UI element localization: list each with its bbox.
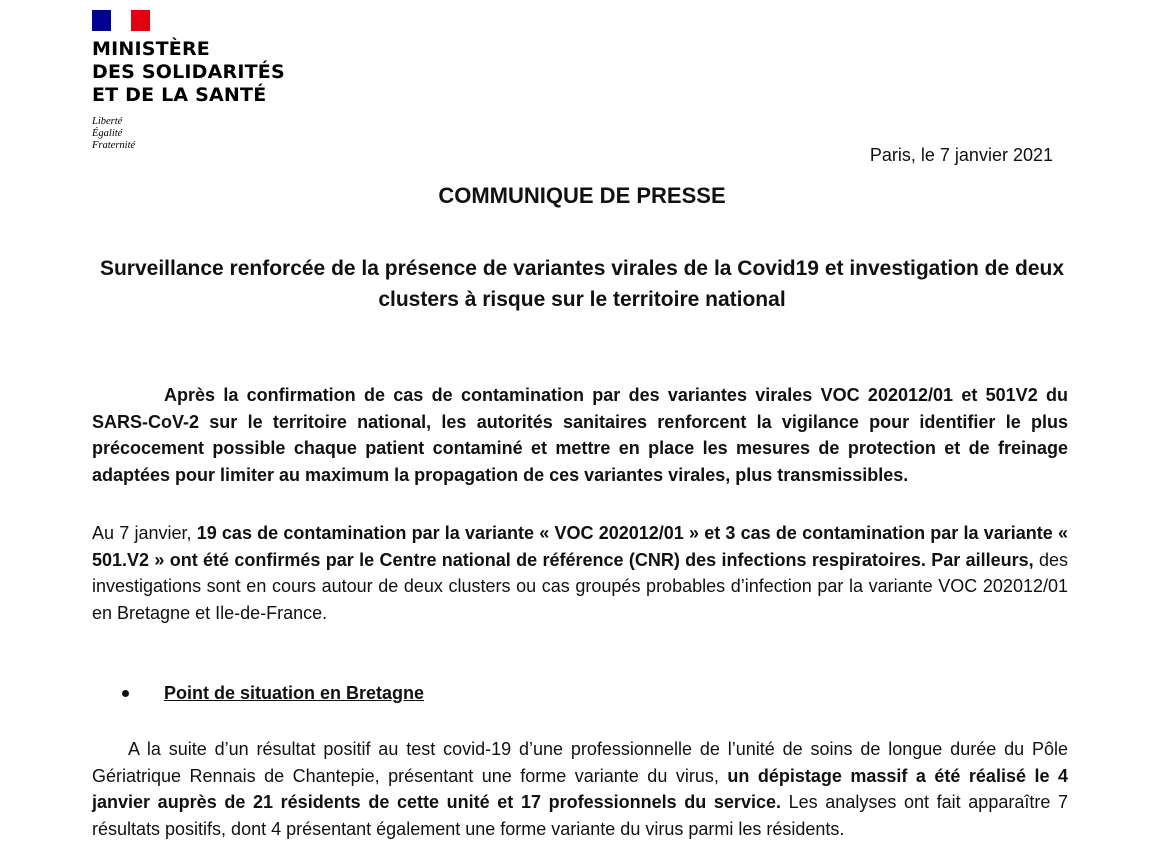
bretagne-paragraph [92,736,1068,842]
bold-text-run: un dépistage massif a été réalisé le 4 janvier auprès de 21 résidents de cette unité et 17 professionnels du service. [92,765,1068,812]
bullet-icon [122,690,129,697]
flag-red-band [131,10,150,31]
bold-text-run: 19 cas de contamination par la variante « VOC 202012/01 » et 3 cas de contamination par la variante « 501.V2 » ont été confirmés par le Centre national de référence (CNR) des infections respiratoires. Par ailleurs, [92,523,1068,570]
ministry-line: DES SOLIDARITÉS [92,61,285,83]
motto-line: Égalité [92,128,123,139]
cases-paragraph [92,520,1068,626]
text-run: Les analyses ont fait apparaître 7 résultats positifs, dont 4 présentant également une forme variante du virus parmi les résidents. [92,792,1069,839]
ministry-line: ET DE LA SANTÉ [92,84,267,106]
ministry-name [92,38,285,107]
motto-line: Liberté [92,116,123,127]
text-run: des investigations sont en cours autour de deux clusters ou cas groupés probables d’infection par la variante VOC 202012/01 en Bretagne et Ile-de-France. [92,549,1068,623]
press-date: Paris, le 7 janvier 2021 [869,145,1053,165]
intro-paragraph: Après la confirmation de cas de contamination par des variantes virales VOC 202012/01 et 501V2 du SARS-CoV-2 sur le territoire national, les autorités sanitaires renforcent la vigilance pour identifier le plus précocement possible chaque patient contaminé et mettre en place les mesures de protection et de freinage adaptées pour limiter au maximum la propagation de ces variantes virales, plus transmissibles. [92,385,1068,485]
republic-motto [92,116,285,152]
flag-blue-band [92,10,111,31]
document-subtitle: Surveillance renforcée de la présence de variantes virales de la Covid19 et investigation de deux clusters à risque sur le territoire national [99,257,1065,311]
text-run: A la suite d’un résultat positif au test covid-19 d’une professionnelle de l’unité de soins de longue durée du Pôle Gériatrique Rennais de Chantepie, présentant une forme variante du virus, [92,739,1068,786]
section-heading-bretagne [122,683,424,704]
ministry-line: MINISTÈRE [92,38,210,60]
flag-white-band [111,10,130,31]
document-title: COMMUNIQUE DE PRESSE [438,183,726,208]
marianne-flag-icon [92,10,150,31]
ministry-logo [92,10,285,152]
text-run: Au 7 janvier, [92,523,197,543]
motto-line: Fraternité [92,140,136,151]
section-heading-text: Point de situation en Bretagne [164,683,425,703]
